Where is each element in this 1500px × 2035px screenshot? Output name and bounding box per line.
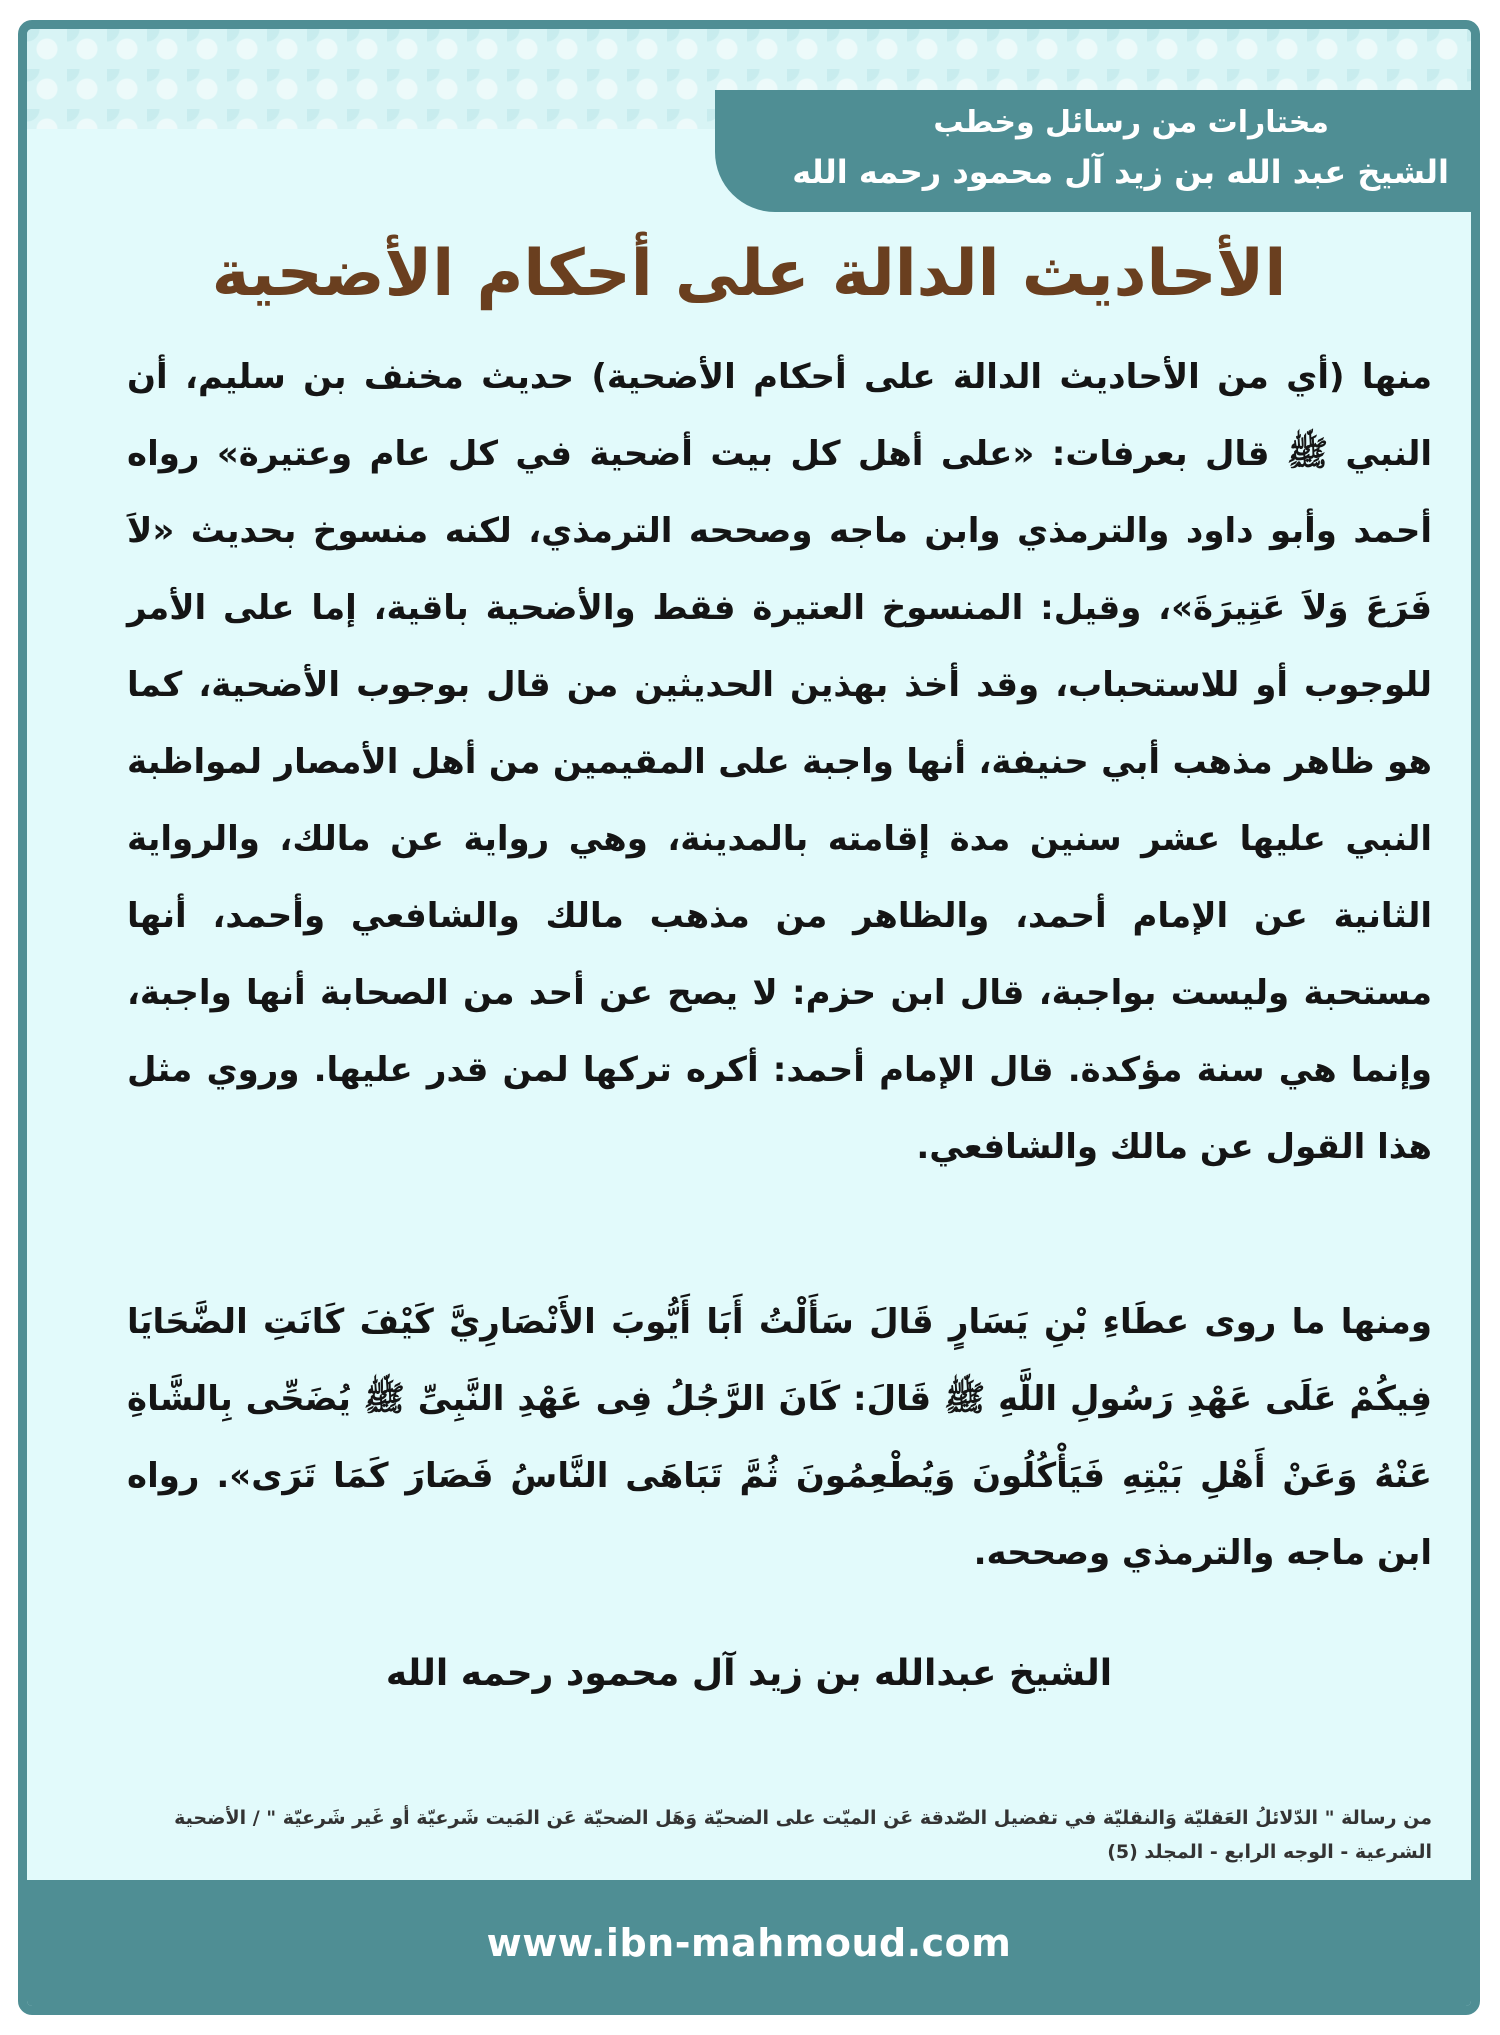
paragraph-1: منها (أي من الأحاديث الدالة على أحكام الأضحية) حديث مخنف بن سليم، أن النبي ﷺ قال بعرفات: «على أهل كل بيت أضحية في كل عام وعتيرة» رواه أحمد وأبو داود والترمذي وابن ماجه وصححه الترمذي، لكنه منسوخ بحديث «لاَ فَرَعَ وَلاَ عَتِيرَةَ»، وقيل: المنسوخ العتيرة فقط والأضحية باقية، إما على الأمر للوجوب أو للاستحباب، وقد أخذ بهذين الحديثين من قال بوجوب الأضحية، كما هو ظاهر مذهب أبي حنيفة، أنها واجبة على المقيمين من أهل الأمصار لمواظبة النبي عليها عشر سنين مدة إقامته بالمدينة، وهي رواية عن مالك، والرواية الثانية عن الإمام أحمد، والظاهر من مذهب مالك والشافعي وأحمد، أنها مستحبة وليست بواجبة، قال ابن حزم: لا يصح عن أحد من الصحابة أنها واجبة، وإنما هي سنة مؤكدة. قال الإمام أحمد: أكره تركها لمن قدر عليها. وروي مثل هذا القول عن مالك والشافعي. <box>127 357 1432 1167</box>
source-citation: من رسالة " الدّلائلُ العَقليّة وَالنقليّة في تفضيل الصّدقة عَن الميّت على الضحيّة وَهَل الضحيّة عَن المَيت شَرعيّة أو غَير شَرعيّة " / الأضحية الشرعية - الوجه الرابع - المجلد (5) <box>174 1807 1432 1863</box>
author-signature: الشيخ عبدالله بن زيد آل محمود رحمه الله <box>385 1653 1113 1694</box>
page-title: الأحاديث الدالة على أحكام الأضحية <box>211 237 1287 311</box>
series-header <box>715 90 1471 212</box>
series-title: مختارات من رسائل وخطب <box>933 105 1329 140</box>
website-link[interactable]: www.ibn-mahmoud.com <box>486 1921 1012 1965</box>
paragraph-2: ومنها ما روى عطَاءِ بْنِ يَسَارٍ قَالَ سَأَلْتُ أَبَا أَيُّوبَ الأَنْصَارِيَّ كَيْفَ كَانَتِ الضَّحَايَا فِيكُمْ عَلَى عَهْدِ رَسُولِ اللَّهِ ﷺ قَالَ: كَانَ الرَّجُلُ فِى عَهْدِ النَّبِىِّ ﷺ يُضَحِّى بِالشَّاةِ عَنْهُ وَعَنْ أَهْلِ بَيْتِهِ فَيَأْكُلُونَ وَيُطْعِمُونَ ثُمَّ تَبَاهَى النَّاسُ فَصَارَ كَمَا تَرَى». رواه ابن ماجه والترمذي وصححه. <box>127 1302 1432 1573</box>
article-card <box>18 20 1480 2015</box>
author-name-header: الشيخ عبد الله بن زيد آل محمود رحمه الله <box>792 153 1449 191</box>
footer <box>27 1880 1471 2006</box>
